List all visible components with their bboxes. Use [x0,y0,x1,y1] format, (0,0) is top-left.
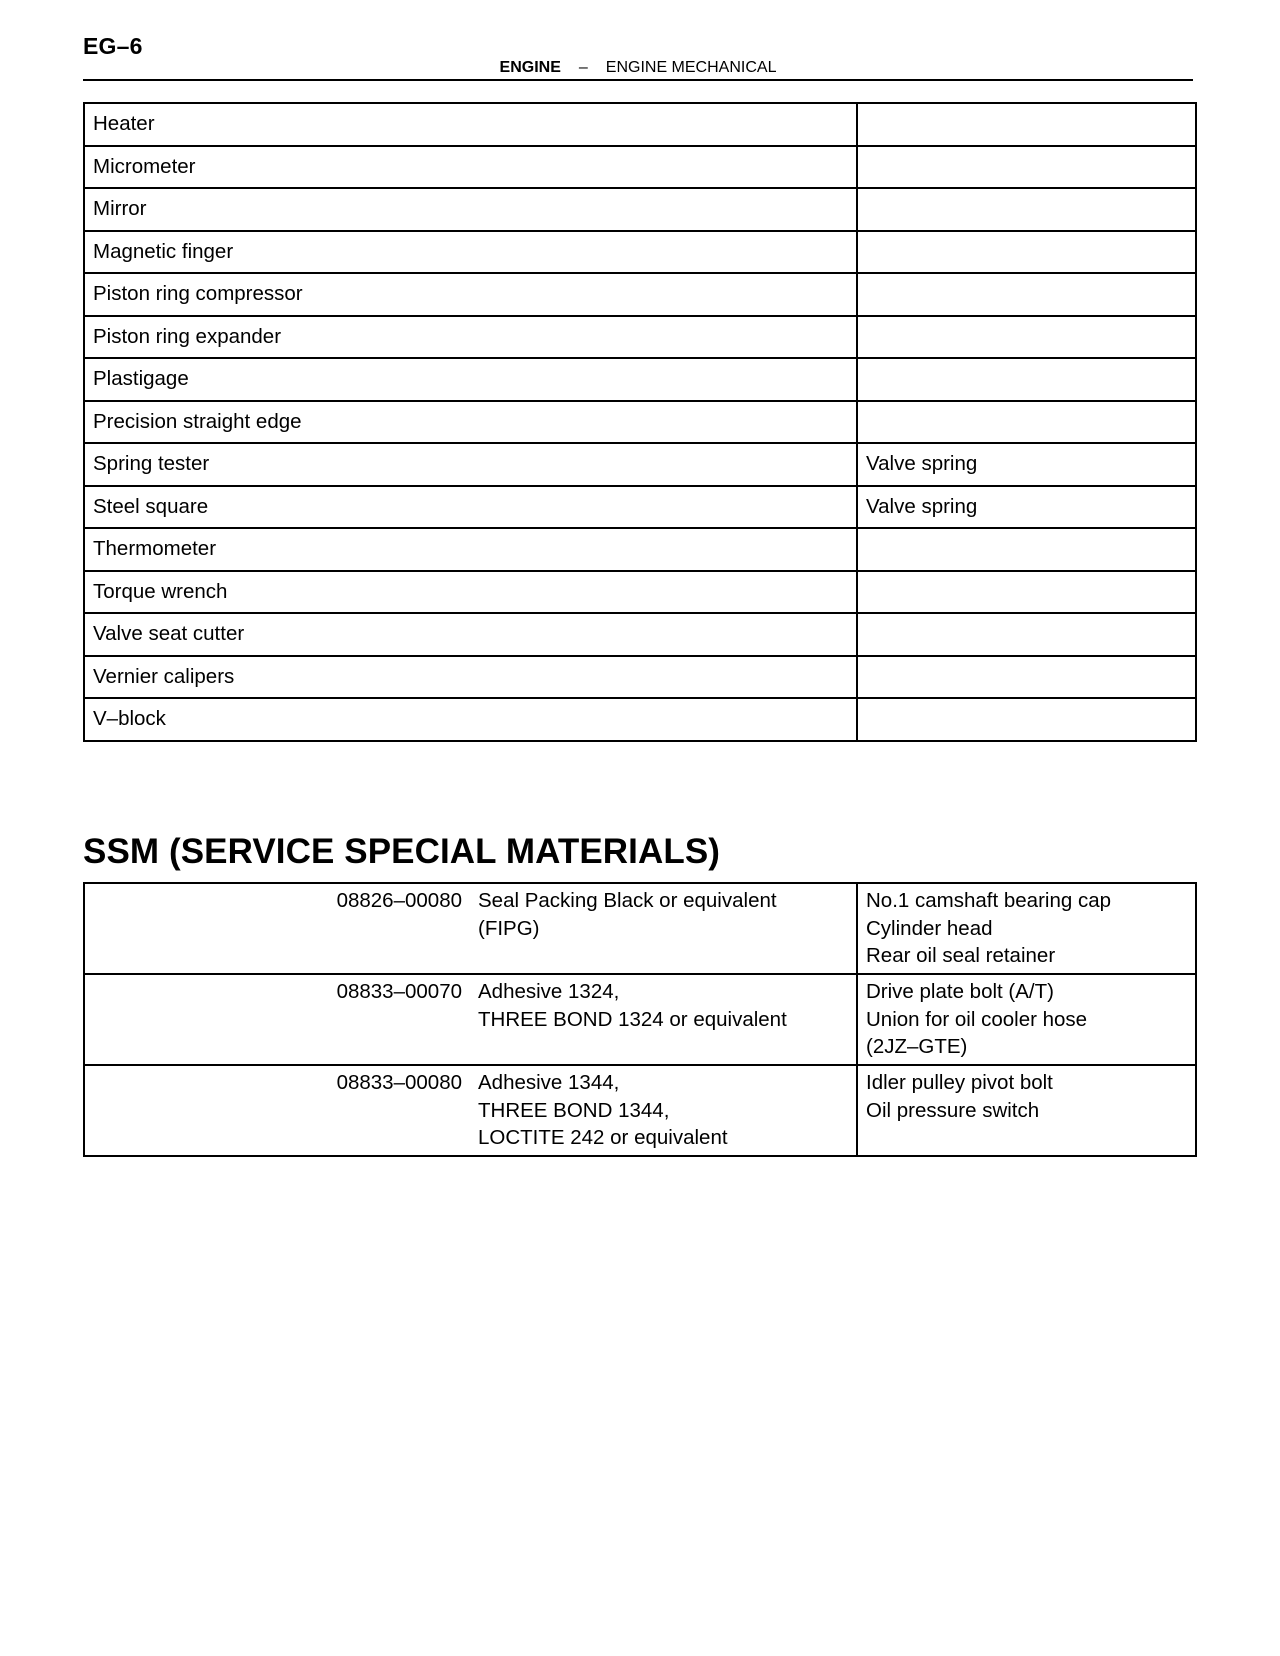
table-row [84,443,1196,486]
material-usage [857,883,1196,974]
equipment-note [857,146,1196,189]
equipment-note [857,103,1196,146]
table-row [84,231,1196,274]
usage-line: Idler pulley pivot bolt [866,1071,1053,1094]
material-name [470,1065,857,1156]
table-row [84,1065,1196,1156]
section-header [83,57,1193,79]
equipment-item: V–block [84,698,857,741]
part-number: 08833–00080 [84,1065,470,1156]
material-line: (FIPG) [478,916,540,940]
equipment-note [857,273,1196,316]
table-row [84,698,1196,741]
table-row [84,974,1196,1065]
material-name [470,974,857,1065]
equipment-item: Vernier calipers [84,656,857,699]
material-name [470,883,857,974]
header-rule [83,79,1193,81]
equipment-note [857,698,1196,741]
equipment-item: Precision straight edge [84,401,857,444]
table-row [84,273,1196,316]
table-row [84,316,1196,359]
equipment-note [857,528,1196,571]
table-row [84,656,1196,699]
equipment-item: Mirror [84,188,857,231]
table-row [84,146,1196,189]
table-row [84,401,1196,444]
material-line: Adhesive 1324, [478,980,620,1003]
equipment-item: Torque wrench [84,571,857,614]
equipment-note: Valve spring [857,486,1196,529]
equipment-note [857,188,1196,231]
equipment-note: Valve spring [857,443,1196,486]
material-usage [857,1065,1196,1156]
table-row [84,883,1196,974]
equipment-item: Magnetic finger [84,231,857,274]
equipment-item: Plastigage [84,358,857,401]
part-number: 08833–00070 [84,974,470,1065]
equipment-item: Thermometer [84,528,857,571]
equipment-note [857,401,1196,444]
usage-line: Oil pressure switch [866,1098,1040,1122]
equipment-item: Steel square [84,486,857,529]
usage-line: Union for oil cooler hose [866,1007,1088,1031]
table-row [84,188,1196,231]
table-row [84,613,1196,656]
part-number: 08826–00080 [84,883,470,974]
material-line: LOCTITE 242 or equivalent [478,1126,728,1149]
table-row [84,486,1196,529]
usage-line: Cylinder head [866,916,993,940]
material-line: Seal Packing Black or equivalent [478,889,777,912]
ssm-table [83,882,1197,1157]
equipment-item: Micrometer [84,146,857,189]
page-code: EG–6 [83,33,143,59]
material-line: THREE BOND 1344, [478,1098,670,1122]
ssm-heading: SSM (SERVICE SPECIAL MATERIALS) [83,832,721,871]
section-separator: – [578,59,588,76]
equipment-item: Piston ring compressor [84,273,857,316]
table-row [84,528,1196,571]
equipment-note [857,358,1196,401]
equipment-note [857,656,1196,699]
material-line: THREE BOND 1324 or equivalent [478,1007,787,1031]
material-usage [857,974,1196,1065]
material-line: Adhesive 1344, [478,1071,620,1094]
equipment-note [857,571,1196,614]
usage-line: No.1 camshaft bearing cap [866,889,1111,912]
table-row [84,103,1196,146]
usage-line: (2JZ–GTE) [866,1035,968,1058]
usage-line: Drive plate bolt (A/T) [866,980,1054,1003]
equipment-table [83,102,1197,742]
usage-line: Rear oil seal retainer [866,944,1056,967]
section-title: ENGINE [499,59,561,76]
subsection-title: ENGINE MECHANICAL [605,59,777,76]
equipment-note [857,316,1196,359]
equipment-item: Heater [84,103,857,146]
table-row [84,571,1196,614]
equipment-note [857,613,1196,656]
equipment-item: Piston ring expander [84,316,857,359]
equipment-item: Spring tester [84,443,857,486]
equipment-note [857,231,1196,274]
equipment-item: Valve seat cutter [84,613,857,656]
table-row [84,358,1196,401]
